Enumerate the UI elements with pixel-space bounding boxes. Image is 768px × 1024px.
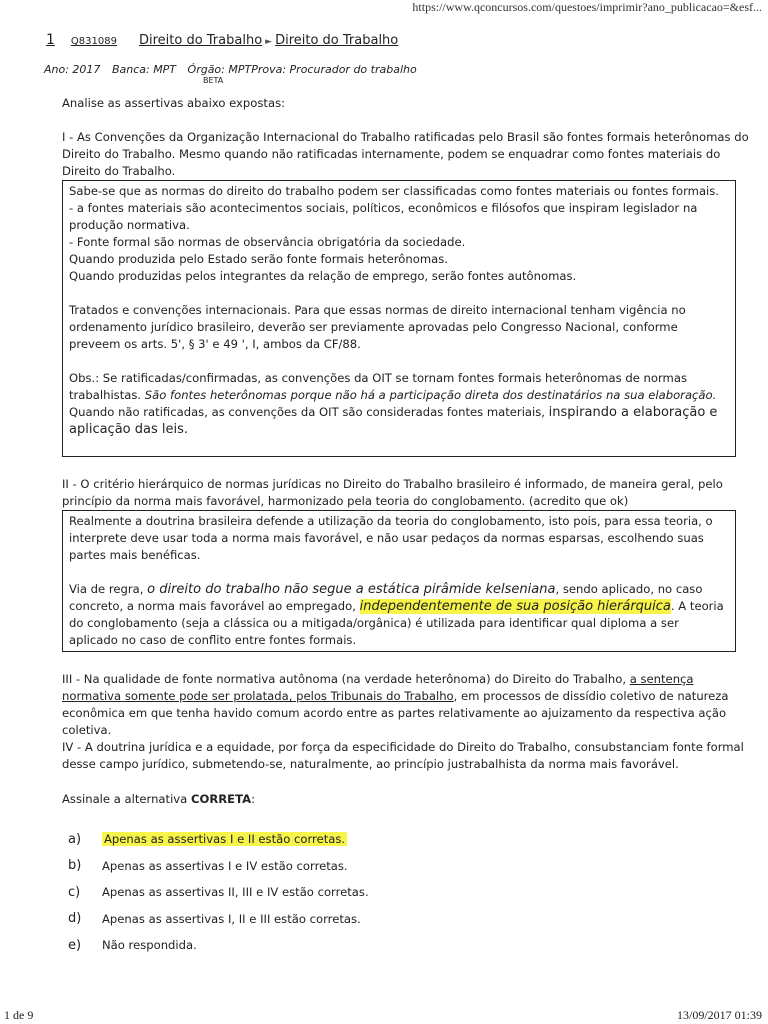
note2-p2: Via de regra, o direito do trabalho não segue a estática pirâmide kelseniana, sendo aplicado, no caso concreto, a norma mais favorável ao empregado, independentemente de sua posição hierárquica. A teoria do conglobamento (seja a clássica ou a mitigada/orgânica) é utilizada para identificar qual diploma a ser aplicado no caso de conflito entre fontes formais. (69, 582, 724, 647)
meta-banca: Banca: MPT (111, 63, 177, 76)
question-header (46, 32, 398, 48)
option-e[interactable] (68, 932, 369, 959)
note2-p1: Realmente a doutrina brasileira defende a utilização da teoria do conglobamento, isto pois, para essa teoria, o interprete deve usar toda a norma mais favorável, e não usar pedaços da normas esparsas, escolhendo suas partes mais benéficas. (69, 514, 713, 562)
intro-text: Analise as assertivas abaixo expostas: (62, 96, 286, 110)
print-url: https://www.qconcursos.com/questoes/imprimir?ano_publicacao=&esf... (412, 0, 762, 14)
option-c[interactable] (68, 879, 369, 906)
question-number[interactable]: 1 (46, 32, 55, 48)
meta-orgao: Órgão: MPTProva: Procurador do trabalho (187, 63, 417, 76)
topic-link[interactable]: Direito do Trabalho (275, 33, 399, 48)
note1-obs: Obs.: Se ratificadas/confirmadas, as convenções da OIT se tornam fontes formais heterônomas de normas trabalhistas. São fontes heterônomas porque não há a participação direta dos destinatários na sua elaboração. Quando não ratificadas, as convenções da OIT são consideradas fontes materiais, inspirando a elaboração e aplicação das leis. (69, 371, 718, 437)
note1-line4: Quando produzida pelo Estado serão fonte formais heterônomas. (69, 252, 448, 266)
option-letter: e) (68, 937, 82, 953)
page-counter: 1 de 9 (4, 1008, 34, 1022)
option-d[interactable] (68, 906, 369, 933)
option-a[interactable] (68, 826, 369, 853)
option-b[interactable] (68, 853, 369, 880)
option-letter: a) (68, 831, 82, 847)
option-letter: b) (68, 858, 82, 874)
option-text: Não respondida. (102, 938, 197, 953)
option-text: Apenas as assertivas I e IV estão corretas. (102, 858, 348, 873)
highlighted-phrase: independentemente de sua posição hierárquica (359, 599, 671, 614)
assertion-2: II - O critério hierárquico de normas jurídicas no Direito do Trabalho brasileiro é informado, de maneira geral, pelo princípio da norma mais favorável, harmonizado pela teoria do conglobamento. (acredito que ok) (62, 477, 723, 508)
option-letter: c) (68, 884, 81, 900)
note1-line3: - Fonte formal são normas de observância obrigatória da sociedade. (69, 235, 466, 249)
print-datetime: 13/09/2017 01:39 (676, 1008, 762, 1022)
assertion-4: IV - A doutrina jurídica e a equidade, por força da especificidade do Direito do Trabalho, consubstanciam fonte formal desse campo jurídico, submetendo-se, naturalmente, ao princípio justrabalhista da norma mais favorável. (62, 740, 744, 771)
question-meta (44, 63, 425, 76)
option-text: Apenas as assertivas II, III e IV estão corretas. (102, 885, 369, 900)
options-list (68, 826, 369, 959)
breadcrumb-arrow-icon: ► (265, 37, 273, 47)
option-letter: d) (68, 911, 82, 927)
comment-box-1 (62, 180, 736, 457)
question-code[interactable]: Q831089 (70, 36, 117, 47)
note1-treaties: Tratados e convenções internacionais. Para que essas normas de direito internacional tenham vigência no ordenamento jurídico brasileiro, deverão ser previamente aprovadas pelo Congresso Nacional, conforme preveem os arts. 5', § 3' e 49 ', I, ambos da CF/88. (69, 303, 686, 351)
subject-link[interactable]: Direito do Trabalho (138, 33, 263, 48)
comment-box-2 (62, 510, 736, 652)
note1-line1: Sabe-se que as normas do direito do trabalho podem ser classificadas como fontes materiais ou fontes formais. (69, 184, 719, 198)
option-text: Apenas as assertivas I e II estão corretas. (104, 832, 346, 847)
assertion-3: III - Na qualidade de fonte normativa autônoma (na verdade heterônoma) do Direito do Trabalho, a sentença normativa somente pode ser prolatada, pelos Tribunais do Trabalho, em processos de dissídio coletivo de natureza econômica em que tenha havido comum acordo entre as partes relativamente ao ajuizamento da respectiva ação coletiva. (62, 672, 729, 737)
meta-ano: Ano: 2017 (44, 63, 101, 76)
beta-badge: BETA (203, 76, 224, 85)
note1-line2: - a fontes materiais são acontecimentos sociais, políticos, econômicos e filósofos que inspiram legislador na produção normativa. (69, 201, 698, 232)
answer-prompt: Assinale a alternativa CORRETA: (62, 792, 255, 806)
assertion-1: I - As Convenções da Organização Internacional do Trabalho ratificadas pelo Brasil são fontes formais heterônomas do Direito do Trabalho. Mesmo quando não ratificadas internamente, podem se enquadrar como fontes materiais do Direito do Trabalho. (62, 130, 749, 178)
note1-line5: Quando produzidas pelos integrantes da relação de emprego, serão fontes autônomas. (69, 269, 577, 283)
option-text: Apenas as assertivas I, II e III estão corretas. (102, 911, 361, 926)
